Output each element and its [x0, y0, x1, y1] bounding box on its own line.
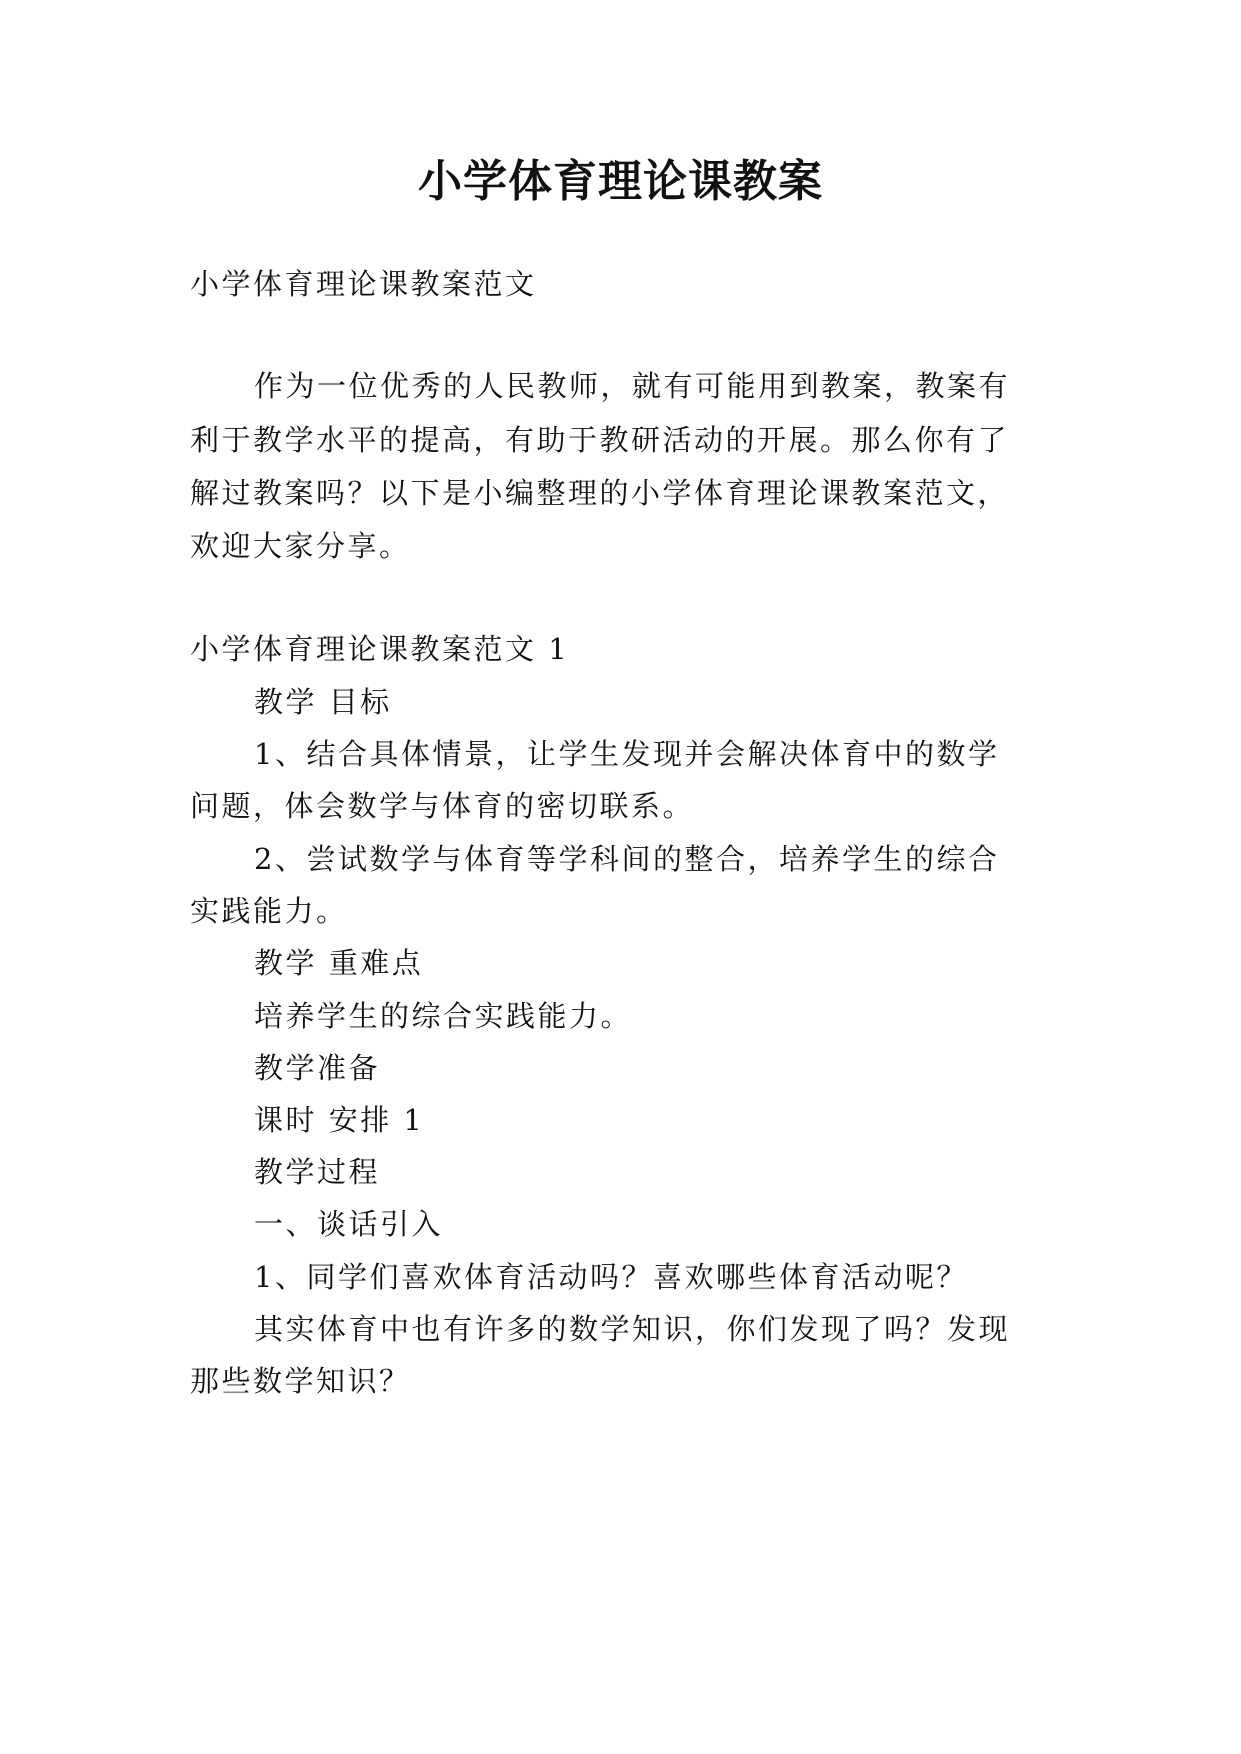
intro-line: 作为一位优秀的人民教师，就有可能用到教案，教案有 [254, 369, 1011, 403]
body-line: 培养学生的综合实践能力。 [254, 999, 633, 1033]
body-line: 实践能力。 [190, 894, 348, 928]
body-line: 教学过程 [254, 1155, 381, 1189]
body-line: 1、同学们喜欢体育活动吗？喜欢哪些体育活动呢？ [254, 1260, 968, 1294]
section-heading: 小学体育理论课教案范文 1 [190, 632, 570, 666]
body-line: 那些数学知识？ [190, 1364, 411, 1398]
body-line: 问题，体会数学与体育的密切联系。 [190, 789, 695, 823]
body-line: 教学 重难点 [254, 946, 424, 980]
body-line: 一、谈话引入 [254, 1207, 444, 1241]
body-line: 课时 安排 1 [254, 1103, 425, 1137]
intro-line: 欢迎大家分享。 [190, 529, 411, 563]
body-line: 教学 目标 [254, 685, 392, 719]
body-line: 1、结合具体情景，让学生发现并会解决体育中的数学 [254, 737, 1000, 771]
document-title: 小学体育理论课教案 [418, 156, 823, 207]
intro-line: 利于教学水平的提高，有助于教研活动的开展。那么你有了 [190, 423, 1010, 457]
body-line: 其实体育中也有许多的数学知识，你们发现了吗？发现 [254, 1312, 1011, 1346]
intro-line: 解过教案吗？以下是小编整理的小学体育理论课教案范文， [190, 476, 1010, 510]
body-line: 教学准备 [254, 1051, 381, 1085]
document-subtitle: 小学体育理论课教案范文 [190, 267, 537, 301]
body-line: 2、尝试数学与体育等学科间的整合，培养学生的综合 [254, 842, 1000, 876]
